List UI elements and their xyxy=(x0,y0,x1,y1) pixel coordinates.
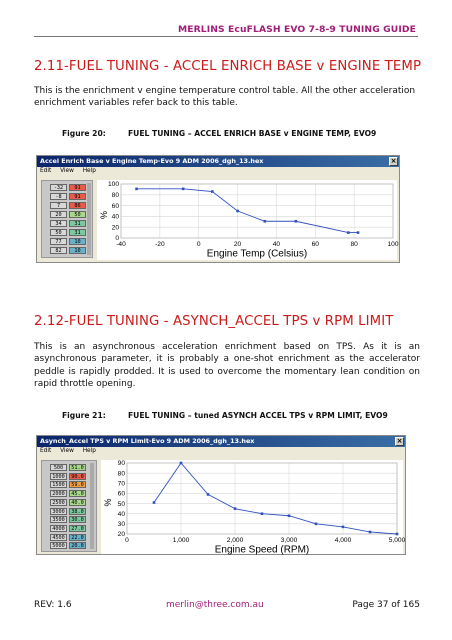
figure-21-number: Figure 21: xyxy=(62,411,106,420)
table-value-cell[interactable]: 31 xyxy=(69,229,86,236)
chart-x-tick-label: 60 xyxy=(311,241,319,248)
table-value-cell[interactable]: 91 xyxy=(69,193,86,200)
figure-20-text: FUEL TUNING – ACCEL ENRICH BASE v ENGINE TEMP, EVO9 xyxy=(128,129,377,138)
chart-y-tick-label: 90 xyxy=(117,460,125,468)
menu-edit[interactable]: Edit xyxy=(40,168,52,174)
asynch-accel-window xyxy=(36,435,406,555)
table-x-cell[interactable]: 4000 xyxy=(50,525,67,532)
chart-data-point[interactable] xyxy=(207,493,210,496)
table-value-cell[interactable]: 31 xyxy=(69,220,86,227)
page-header-title: MERLINS EcuFLASH EVO 7-8-9 TUNING GUIDE xyxy=(177,24,416,35)
menu-help[interactable]: Help xyxy=(82,448,96,454)
close-icon[interactable]: × xyxy=(396,437,403,445)
table-x-cell[interactable]: 5000 xyxy=(50,542,67,549)
table-x-cell[interactable]: -8 xyxy=(50,193,67,200)
table-scrollbar[interactable] xyxy=(87,183,91,255)
chart-x-axis-label: Engine Speed (RPM) xyxy=(214,544,310,556)
window-title: Accel Enrich Base v Engine Temp-Evo 9 ADM 2006_dgh_13.hex xyxy=(40,157,264,165)
chart-y-tick-label: 100 xyxy=(107,181,119,189)
table-x-cell[interactable]: 4500 xyxy=(50,534,67,541)
chart-data-point[interactable] xyxy=(234,507,237,510)
menu-view[interactable]: View xyxy=(60,168,74,174)
table-grid-panel xyxy=(41,460,97,552)
table-x-cell[interactable]: -32 xyxy=(50,184,67,191)
table-x-cell[interactable]: 3500 xyxy=(50,516,67,523)
accel-enrich-window xyxy=(36,155,400,263)
chart-x-tick-label: 40 xyxy=(272,241,281,248)
table-value-cell[interactable]: 59.0 xyxy=(69,481,86,488)
table-value-cell[interactable]: 10 xyxy=(69,238,86,245)
chart-y-tick-label: 20 xyxy=(117,531,125,539)
chart-x-tick-label: 5,000 xyxy=(388,537,406,544)
table-value-cell[interactable]: 50 xyxy=(69,211,86,218)
chart-series-line xyxy=(137,189,358,233)
figure-20-number: Figure 20: xyxy=(62,129,106,138)
chart-data-point[interactable] xyxy=(288,514,291,517)
chart-rpm-svg xyxy=(101,460,406,556)
table-value-cell[interactable]: 86 xyxy=(69,202,86,209)
chart-data-point[interactable] xyxy=(295,220,298,223)
window-title-bar[interactable] xyxy=(37,436,405,447)
chart-frame xyxy=(121,184,393,238)
chart-data-point[interactable] xyxy=(396,533,399,536)
table-x-cell[interactable]: 82 xyxy=(50,247,67,254)
chart-data-point[interactable] xyxy=(315,523,318,526)
table-x-cell[interactable]: 2000 xyxy=(50,490,67,497)
chart-y-tick-label: 70 xyxy=(117,480,125,488)
table-x-cell[interactable]: 2500 xyxy=(50,499,67,506)
table-grid-panel xyxy=(41,180,93,258)
chart-data-point[interactable] xyxy=(347,231,350,234)
chart-y-tick-label: 20 xyxy=(111,224,119,232)
chart-x-tick-label: -40 xyxy=(116,241,126,248)
chart-x-tick-label: 100 xyxy=(387,241,399,248)
chart-x-tick-label: 20 xyxy=(233,241,242,248)
table-value-cell[interactable]: 38.0 xyxy=(69,508,86,515)
chart-y-tick-label: 0 xyxy=(115,235,119,243)
figure-21-caption xyxy=(62,411,388,420)
menu-bar xyxy=(37,167,399,176)
chart-y-tick-label: 60 xyxy=(117,490,125,498)
menu-edit[interactable]: Edit xyxy=(40,448,52,454)
section-heading-2-11: 2.11-FUEL TUNING - ACCEL ENRICH BASE v ENGINE TEMP xyxy=(34,59,422,74)
table-x-cell[interactable]: 34 xyxy=(50,220,67,227)
chart-x-tick-label: 3,000 xyxy=(280,537,298,544)
chart-data-point[interactable] xyxy=(211,190,214,193)
menu-bar xyxy=(37,447,405,456)
chart-data-point[interactable] xyxy=(261,512,264,515)
chart-y-tick-label: 50 xyxy=(117,500,125,508)
figure-21-text: FUEL TUNING – tuned ASYNCH ACCEL TPS v RPM LIMIT, EVO9 xyxy=(128,411,388,420)
table-x-cell[interactable]: 50 xyxy=(50,229,67,236)
table-x-cell[interactable]: 1500 xyxy=(50,481,67,488)
section-2-12-paragraph: This is an asynchronous acceleration enrichment based on TPS. As it is an asynchronous parameter, it is probably a one-shot enrichment as the accelerator peddle is rapidly prodded. It is used to overcome the momentary lean condition on rapid throttle opening. xyxy=(34,342,420,389)
table-value-cell[interactable]: 91 xyxy=(69,184,86,191)
chart-data-point[interactable] xyxy=(263,220,266,223)
close-icon[interactable]: × xyxy=(390,157,397,165)
chart-x-tick-label: 4,000 xyxy=(334,537,352,544)
footer-revision: REV: 1.6 xyxy=(34,600,72,610)
footer-email-link[interactable]: merlin@three.com.au xyxy=(166,600,264,610)
chart-y-tick-label: 30 xyxy=(117,521,125,529)
figure-20-caption xyxy=(62,129,376,138)
chart-data-point[interactable] xyxy=(369,531,372,534)
chart-x-tick-label: 0 xyxy=(125,537,129,544)
table-value-cell[interactable]: 22.0 xyxy=(69,534,86,541)
chart-data-point[interactable] xyxy=(180,462,183,465)
chart-x-tick-label: -20 xyxy=(155,241,165,248)
section-heading-2-12: 2.12-FUEL TUNING - ASYNCH_ACCEL TPS v RPM LIMIT xyxy=(34,314,394,329)
window-title: Asynch_Accel TPS v RPM Limit-Evo 9 ADM 2006_dgh_13.hex xyxy=(40,437,255,445)
table-x-cell[interactable]: 7 xyxy=(50,202,67,209)
chart-plot-area xyxy=(97,180,397,260)
chart-data-point[interactable] xyxy=(135,188,138,191)
section-2-11-paragraph: This is the enrichment v engine temperature control table. All the other acceleration enrichment variables refer back to this table. xyxy=(34,86,416,109)
table-x-cell[interactable]: 77 xyxy=(50,238,67,245)
table-value-cell[interactable]: 10 xyxy=(69,247,86,254)
menu-view[interactable]: View xyxy=(60,448,74,454)
chart-x-tick-label: 0 xyxy=(196,241,201,248)
chart-data-point[interactable] xyxy=(236,210,239,213)
chart-x-tick-label: 80 xyxy=(350,241,358,248)
chart-temp-svg xyxy=(97,180,397,260)
chart-series-line xyxy=(154,463,397,534)
chart-data-point[interactable] xyxy=(153,501,156,504)
table-value-cell[interactable]: 20.0 xyxy=(69,542,86,549)
table-value-cell[interactable]: 90.0 xyxy=(69,473,86,480)
chart-y-axis-label: % xyxy=(103,498,113,507)
chart-y-tick-label: 80 xyxy=(111,192,119,199)
table-x-cell[interactable]: 20 xyxy=(50,211,67,218)
chart-x-tick-label: 1,000 xyxy=(172,537,190,544)
chart-x-axis-label: Engine Temp (Celsius) xyxy=(206,248,308,260)
chart-frame xyxy=(127,463,397,534)
chart-data-point[interactable] xyxy=(182,188,185,191)
table-value-cell[interactable]: 40.0 xyxy=(69,499,86,506)
chart-y-tick-label: 40 xyxy=(111,213,119,221)
window-title-bar[interactable] xyxy=(37,156,399,167)
table-x-cell[interactable]: 1000 xyxy=(50,473,67,480)
table-x-cell[interactable]: 3000 xyxy=(50,508,67,515)
chart-plot-area xyxy=(101,460,406,556)
chart-y-axis-label: % xyxy=(99,210,109,220)
chart-y-tick-label: 40 xyxy=(117,510,125,518)
table-x-cell[interactable]: 500 xyxy=(50,464,67,471)
chart-data-point[interactable] xyxy=(342,526,345,529)
chart-x-tick-label: 2,000 xyxy=(226,537,244,544)
table-scrollbar[interactable] xyxy=(90,463,94,549)
header-rule xyxy=(34,36,418,37)
footer-page-number: Page 37 of 165 xyxy=(352,600,420,610)
chart-data-point[interactable] xyxy=(357,231,360,234)
table-value-cell[interactable]: 45.0 xyxy=(69,490,86,497)
table-value-cell[interactable]: 51.0 xyxy=(69,464,86,471)
table-value-cell[interactable]: 27.0 xyxy=(69,525,86,532)
menu-help[interactable]: Help xyxy=(82,168,96,174)
chart-y-tick-label: 60 xyxy=(111,202,119,210)
table-value-cell[interactable]: 30.0 xyxy=(69,516,86,523)
chart-y-tick-label: 80 xyxy=(117,470,125,478)
